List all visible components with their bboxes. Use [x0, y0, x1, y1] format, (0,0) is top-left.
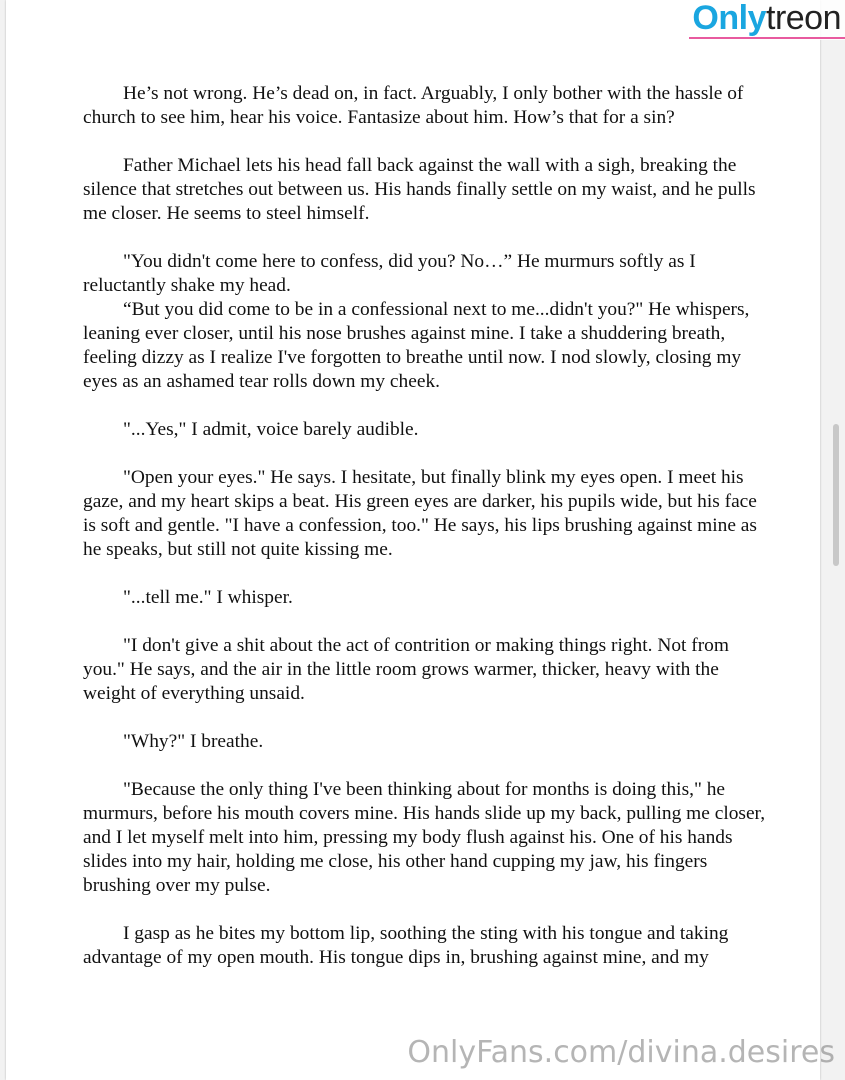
- watermark-text: OnlyFans.com/divina.desires: [407, 1035, 835, 1070]
- paragraph-9: "Why?" I breathe.: [123, 731, 264, 752]
- paragraph-4: “But you did come to be in a confessional next to me...didn't you?" He whispers, leaning ever closer, until his nose brushes against mine. I take a shuddering breath, feeling dizzy as I realize I've forgotten to breathe until now. I nod slowly, closing my eyes as an ashamed tear rolls down my cheek.: [83, 299, 750, 392]
- vertical-scrollbar[interactable]: [831, 0, 841, 1080]
- paragraph-3: "You didn't come here to confess, did you? No…” He murmurs softly as I reluctantly shake my head.: [83, 251, 696, 296]
- document-page: [6, 0, 820, 1080]
- paragraph-7: "...tell me." I whisper.: [123, 587, 293, 608]
- scrollbar-thumb[interactable]: [833, 424, 839, 566]
- paragraph-5: "...Yes," I admit, voice barely audible.: [123, 419, 419, 440]
- paragraph-2: Father Michael lets his head fall back against the wall with a sigh, breaking the silence that stretches out between us. His hands finally settle on my waist, and he pulls me closer. He seems to steel himself.: [83, 155, 756, 224]
- paragraph-1: He’s not wrong. He’s dead on, in fact. Arguably, I only bother with the hassle of church to see him, hear his voice. Fantasize about him. How’s that for a sin?: [83, 83, 744, 128]
- paragraph-10: "Because the only thing I've been thinking about for months is doing this," he murmurs, before his mouth covers mine. His hands slide up my back, pulling me closer, and I let myself melt into him, pressing my body flush against his. One of his hands slides into my hair, holding me close, his other hand cupping my jaw, his fingers brushing over my pulse.: [83, 779, 766, 896]
- paragraph-8: "I don't give a shit about the act of contrition or making things right. Not from you." He says, and the air in the little room grows warmer, thicker, heavy with the weight of everything unsaid.: [83, 635, 729, 704]
- logo-text-only: Only: [692, 0, 766, 37]
- paragraph-6: "Open your eyes." He says. I hesitate, but finally blink my eyes open. I meet his gaze, and my heart skips a beat. His green eyes are darker, his pupils wide, but his face is soft and gentle. "I have a confession, too." He says, his lips brushing against mine as he speaks, but still not quite kissing me.: [83, 467, 757, 560]
- onlytreon-logo: [680, 0, 845, 40]
- logo-text-treon: treon: [766, 0, 841, 37]
- logo-underline: [689, 37, 845, 39]
- paragraph-11: I gasp as he bites my bottom lip, soothing the sting with his tongue and taking advantage of my open mouth. His tongue dips in, brushing against mine, and my: [83, 923, 729, 968]
- document-body: [83, 82, 773, 994]
